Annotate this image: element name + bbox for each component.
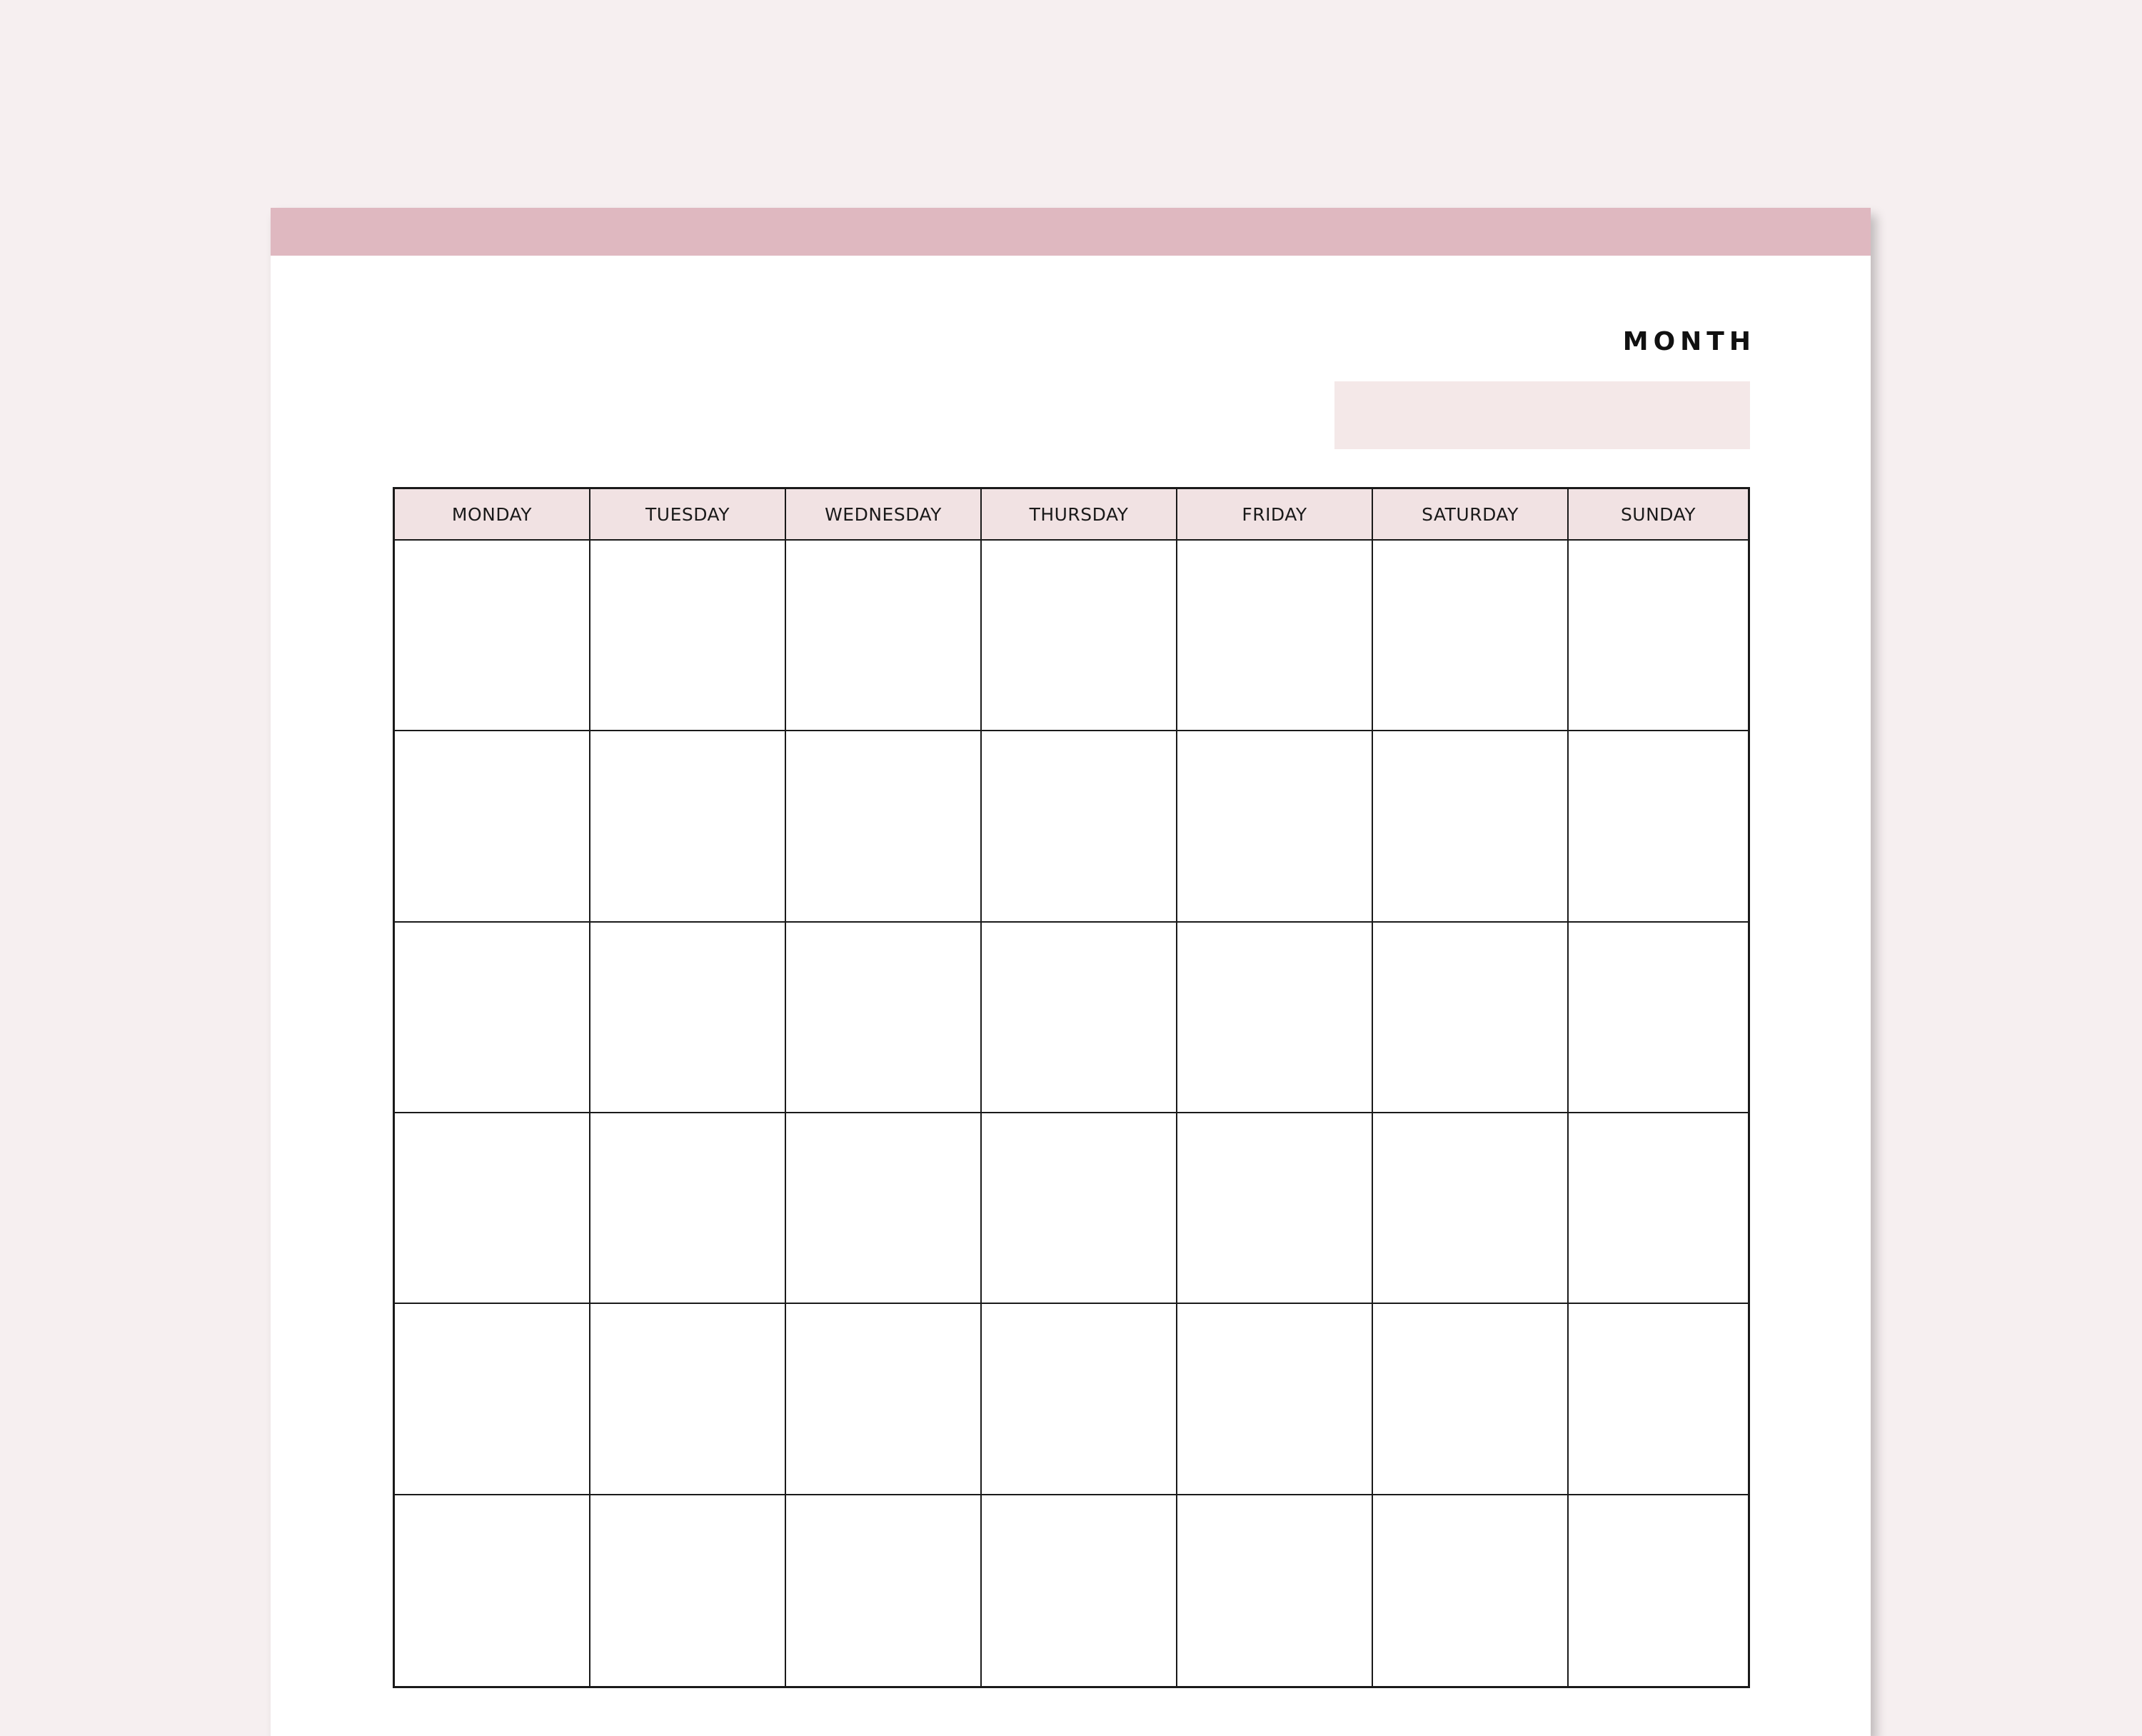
day-cell[interactable] [1177, 1113, 1373, 1304]
day-cell[interactable] [1569, 923, 1748, 1113]
day-cell[interactable] [590, 1304, 786, 1495]
day-cell[interactable] [1373, 923, 1569, 1113]
day-cell[interactable] [982, 731, 1177, 922]
weekday-header-thursday: THURSDAY [982, 489, 1177, 541]
weekday-header-sunday: SUNDAY [1569, 489, 1748, 541]
day-cell[interactable] [1373, 1113, 1569, 1304]
month-input[interactable] [1334, 381, 1750, 449]
day-cell[interactable] [982, 541, 1177, 731]
day-cell[interactable] [395, 1113, 590, 1304]
day-cell[interactable] [1177, 1495, 1373, 1686]
day-cell[interactable] [786, 1113, 982, 1304]
planner-sheet [271, 208, 1871, 1736]
day-cell[interactable] [1177, 923, 1373, 1113]
weekday-header-wednesday: WEDNESDAY [786, 489, 982, 541]
day-cell[interactable] [1569, 1495, 1748, 1686]
day-cell[interactable] [982, 1113, 1177, 1304]
day-cell[interactable] [786, 1304, 982, 1495]
day-cell[interactable] [590, 731, 786, 922]
day-cell[interactable] [590, 923, 786, 1113]
day-cell[interactable] [1177, 541, 1373, 731]
day-cell[interactable] [982, 1495, 1177, 1686]
calendar-grid [393, 487, 1750, 1688]
day-cell[interactable] [1373, 1495, 1569, 1686]
day-cell[interactable] [395, 1304, 590, 1495]
day-cell[interactable] [395, 541, 590, 731]
day-cell[interactable] [1569, 1304, 1748, 1495]
day-cell[interactable] [982, 1304, 1177, 1495]
day-cell[interactable] [786, 923, 982, 1113]
day-cell[interactable] [395, 923, 590, 1113]
day-cell[interactable] [1373, 731, 1569, 922]
weekday-header-saturday: SATURDAY [1373, 489, 1569, 541]
day-cell[interactable] [1569, 731, 1748, 922]
day-cell[interactable] [1177, 1304, 1373, 1495]
day-cell[interactable] [1373, 1304, 1569, 1495]
day-cell[interactable] [590, 1113, 786, 1304]
day-cell[interactable] [982, 923, 1177, 1113]
day-cell[interactable] [1569, 541, 1748, 731]
day-cell[interactable] [1569, 1113, 1748, 1304]
day-cell[interactable] [590, 1495, 786, 1686]
day-cell[interactable] [590, 541, 786, 731]
day-cell[interactable] [786, 1495, 982, 1686]
day-cell[interactable] [786, 731, 982, 922]
day-cell[interactable] [1177, 731, 1373, 922]
day-cell[interactable] [786, 541, 982, 731]
top-color-band [271, 208, 1871, 256]
day-cell[interactable] [1373, 541, 1569, 731]
day-cell[interactable] [395, 731, 590, 922]
weekday-header-tuesday: TUESDAY [590, 489, 786, 541]
weekday-header-friday: FRIDAY [1177, 489, 1373, 541]
day-cell[interactable] [395, 1495, 590, 1686]
weekday-header-monday: MONDAY [395, 489, 590, 541]
month-label: MONTH [1622, 327, 1756, 356]
